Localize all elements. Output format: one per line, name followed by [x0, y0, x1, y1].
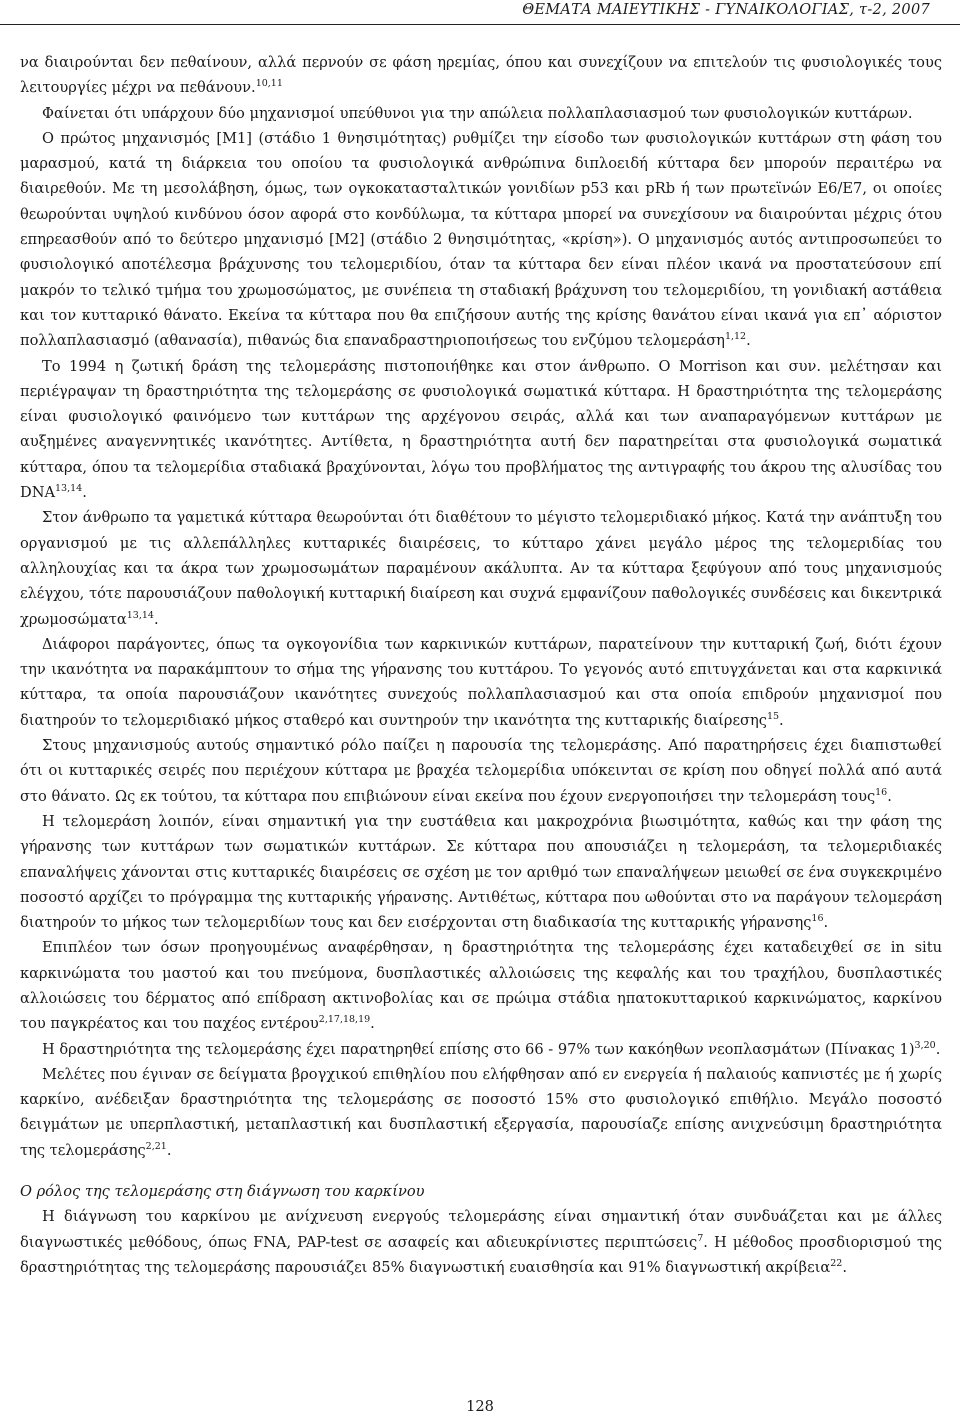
- paragraph-6: Διάφοροι παράγοντες, όπως τα ογκογονίδια των καρκινικών κυττάρων, παρατείνουν την κυτταρική ζωή, διότι έχουν την ικανότητα να παρακάμπτουν το σήμα της γήρανσης του κυττάρου. Το γεγονός αυτό επιτυγχάνεται και στα καρκινικά κύτταρα, τα οποία παρουσιάζουν ικανότητες συνεχούς πολλαπλασιασμού και στα οποία επιδρούν μηχανισμοί που διατηρούν το τελομεριδιακό μήκος σταθερό και συντηρούν την ικανότητα της κυτταρικής διαίρεσης$^{15}$.: [20, 635, 942, 729]
- paragraph-3: Ο πρώτος μηχανισμός [M1] (στάδιο 1 θνησιμότητας) ρυθμίζει την είσοδο των φυσιολογικών κυττάρων στη φάση του μαρασμού, κατά τη διάρκεια του οποίου τα φυσιολογικά ανθρώπινα διπλοειδή κύτταρα δεν μπορούν περαιτέρω να διαιρεθούν. Με τη μεσολάβηση, όμως, των ογκοκατασταλτικών γονιδίων p53 και pRb ή των πρωτεϊνών E6/E7, οι οποίες θεωρούνται υψηλού κινδύνου όσον αφορά στο κονδύλωμα, τα κύτταρα μπορεί να συνεχίσουν να διαιρούνται μέχρις ότου επηρεασθούν από το δεύτερο μηχανισμό [M2] (στάδιο 2 θνησιμότητας, «κρίση»). Ο μηχανισμός αυτός αντιπροσωπεύει το φυσιολογικό αποτέλεσμα βράχυνσης του τελομεριδίου, όταν τα κύτταρα δεν είναι πλέον ικανά να προστατεύσουν επί μακρόν το τελικό τμήμα του χρωμοσώματος, με συνέπεια τη σταδιακή βράχυνση του τελομεριδίου, τη γονιδιακή αστάθεια και τον κυτταρικό θάνατο. Εκείνα τα κύτταρα που θα επιζήσουν αυτής της κρίσης θανάτου είναι ικανά για επ᾽ αόριστον πολλαπλασιασμό (αθανασία), πιθανώς δια επαναδραστηριοποιήσεως του ενζύμου τελομεράση$^{1,12}$.: [20, 129, 942, 350]
- paragraph-text: Μελέτες που έγιναν σε δείγματα βρογχικού επιθηλίου που ελήφθησαν από εν ενεργεία ή παλαιούς καπνιστές με ή χωρίς καρκίνο, ανέδειξαν δραστηριότητα της τελομεράσης σε ποσοστό 15% στο φυσιολογικό επιθήλιο. Μεγάλο ποσοστό δειγμάτων με υπερπλαστική, μεταπλαστική και δυσπλαστική εξεργασία, παρουσίαζε επίσης ανιχνεύσιμη δραστηριότητα της τελομεράσης: [20, 1065, 942, 1159]
- paragraph-text: Η διάγνωση του καρκίνου με ανίχνευση ενεργούς τελομεράσης είναι σημαντική όταν συνδυάζεται και με άλλες διαγνωστικές μεθόδους, όπως FNA, PAP-test σε ασαφείς και αδιευκρίνιστες περιπτώσεις: [20, 1208, 942, 1251]
- section-heading: Ο ρόλος της τελομεράσης στη διάγνωση του καρκίνου: [20, 1183, 425, 1201]
- article-body: [20, 50, 942, 1280]
- citation: 2,17,18,19: [318, 1014, 371, 1026]
- section-paragraph: Η διάγνωση του καρκίνου με ανίχνευση ενεργούς τελομεράσης είναι σημαντική όταν συνδυάζεται και με άλλες διαγνωστικές μεθόδους, όπως FNA, PAP-test σε ασαφείς και αδιευκρίνιστες περιπτώσεις$^7$. Η μέθοδος προσδιορισμού της δραστηριότητας της τελομεράσης παρουσιάζει 85% διαγνωστική ευαισθησία και 91% διαγνωστική ακρίβεια$^{22}$.: [20, 1208, 942, 1276]
- paragraph-text: να διαιρούνται δεν πεθαίνουν, αλλά περνούν σε φάση ηρεμίας, όπου και συνεχίζουν να επιτελούν τις φυσιολογικές τους λειτουργίες μέχρι να πεθάνουν.: [20, 54, 942, 97]
- paragraph-10: Η δραστηριότητα της τελομεράσης έχει παρατηρηθεί επίσης στο 66 - 97% των κακόηθων νεοπλασμάτων (Πίνακας 1)$^{3,20}$.: [42, 1039, 941, 1058]
- citation: 16: [811, 913, 824, 925]
- header-rule: [0, 24, 960, 25]
- citation: 1,12: [724, 331, 747, 343]
- citation: 16: [875, 786, 888, 798]
- paragraph-2: [20, 101, 942, 126]
- paragraph-1: [20, 50, 942, 101]
- paragraph-8: Η τελομεράση λοιπόν, είναι σημαντική για την ευστάθεια και μακροχρόνια βιωσιμότητα, καθώς και την φάση της γήρανσης των κυττάρων των σωματικών κυττάρων. Σε κύτταρα που απουσιάζει η τελομεράση, τα τελομεριδιακές επαναλήψεις χάνονται στις κυτταρικές διαιρέσεις σε σχέση με τον αριθμό των επαναλήψεων μειωθεί σε ένα συγκεκριμένο ποσοστό αρχίζει το πρόγραμμα της κυτταρικής γήρανσης. Αντιθέτως, κύτταρα που ωθούνται στο να παράγουν τελομεράση διατηρούν το μήκος των τελομεριδίων τους και δεν εισέρχονται στη διαδικασία της κυτταρικής γήρανσης$^{16}$.: [20, 812, 942, 932]
- paragraph-5: Στον άνθρωπο τα γαμετικά κύτταρα θεωρούνται ότι διαθέτουν το μέγιστο τελομεριδιακό μήκος. Κατά την ανάπτυξη του οργανισμού με τις αλλεπάλληλες κυτταρικές διαιρέσεις, το κύτταρο χάνει μεγάλο μέρος της τελομεριδίας του αλληλουχίας και τα άκρα των χρωμοσωμάτων παραμένουν ακάλυπτα. Αν τα κύτταρα ξεφύγουν από τους μηχανισμούς ελέγχου, τότε παρουσιάζουν παθολογική κυτταρική διαίρεση και συχνά εμφανίζουν παθολογικές συνδέσεις και δικεντρικά χρωμοσώματα$^{13,14}$.: [20, 509, 942, 628]
- paragraph-text: Η μέθοδος προσδιορισμού της δραστηριότητας της τελομεράσης παρουσιάζει 85% διαγνωστική ευαισθησία και 91% διαγνωστική ακρίβεια: [20, 1233, 942, 1276]
- paragraph-9: Επιπλέον των όσων προηγουμένως αναφέρθησαν, η δραστηριότητα της τελομεράσης έχει καταδειχθεί σε in situ καρκινώματα του μαστού και του πνεύμονα, δυσπλαστικές αλλοιώσεις της κεφαλής και του τραχήλου, δυσπλαστικές αλλοιώσεις του δέρματος από επίδραση ακτινοβολίας και σε πρώιμα στάδια ηπατοκυτταρικού καρκινώματος, καρκίνου του παγκρέατος και του παχέος εντέρου$^{2,17,18,19}$.: [20, 939, 942, 1033]
- paragraph-text: Στους μηχανισμούς αυτούς σημαντικό ρόλο παίζει η παρουσία της τελομεράσης. Από παρατηρήσεις έχει διαπιστωθεί ότι οι κυτταρικές σειρές που περιέχουν κύτταρα με βραχέα τελομερίδια υπόκεινται σε κρίση που οδηγεί πολλά από αυτά στο θάνατο. Ως εκ τούτου, τα κύτταρα που επιβιώνουν είναι εκείνα που έχουν ενεργοποιήσει την τελομεράση τους: [20, 737, 942, 805]
- citation: 13,14: [126, 609, 154, 621]
- citation: 15: [766, 710, 780, 722]
- paragraph-7: Στους μηχανισμούς αυτούς σημαντικό ρόλο παίζει η παρουσία της τελομεράσης. Από παρατηρήσεις έχει διαπιστωθεί ότι οι κυτταρικές σειρές που περιέχουν κύτταρα με βραχέα τελομερίδια υπόκεινται σε κρίση που οδηγεί πολλά από αυτά στο θάνατο. Ως εκ τούτου, τα κύτταρα που επιβιώνουν είναι εκείνα που έχουν ενεργοποιήσει την τελομεράση τους$^{16}$.: [20, 737, 942, 805]
- paragraph-text: Η τελομεράση λοιπόν, είναι σημαντική για την ευστάθεια και μακροχρόνια βιωσιμότητα, καθώς και την φάση της γήρανσης των κυττάρων των σωματικών κυττάρων. Σε κύτταρα που απουσιάζει η τελομεράση, τα τελομεριδιακές επαναλήψεις χάνονται στις κυτταρικές διαιρέσεις σε σχέση με τον αριθμό των επαναλήψεων μειωθεί σε ένα συγκεκριμένο ποσοστό αρχίζει το πρόγραμμα της κυτταρικής γήρανσης. Αντιθέτως, κύτταρα που ωθούνται στο να παράγουν τελομεράση διατηρούν το μήκος των τελομεριδίων τους και δεν εισέρχονται στη διαδικασία της κυτταρικής γήρανσης: [20, 812, 942, 932]
- paragraph-4: Το 1994 η ζωτική δράση της τελομεράσης πιστοποιήθηκε και στον άνθρωπο. Ο Morrison και συν. μελέτησαν και περιέγραψαν τη δραστηριότητα της τελομεράσης σε φυσιολογικά σωματικά κύτταρα. Η δραστηριότητα της τελομεράσης είναι φυσιολογικό φαινόμενο των κυττάρων της αρχέγονου σειράς, αλλά και των αναπαραγόμενων κυττάρων με αυξημένες αναγεννητικές ικανότητες. Αντίθετα, η δραστηριότητα αυτή δεν παρατηρείται στα φυσιολογικά σωματικά κύτταρα, όπου τα τελομερίδια σταδιακά βραχύνονται, λόγω του προβλήματος της αντιγραφής του άκρου της αλυσίδας του DNA$^{13,14}$.: [20, 357, 942, 502]
- citation: 13,14: [55, 483, 83, 495]
- paragraph-text: Επιπλέον των όσων προηγουμένως αναφέρθησαν, η δραστηριότητα της τελομεράσης έχει καταδειχθεί σε in situ καρκινώματα του μαστού και του πνεύμονα, δυσπλαστικές αλλοιώσεις της κεφαλής και του τραχήλου, δυσπλαστικές αλλοιώσεις του δέρματος από επίδραση ακτινοβολίας και σε πρώιμα στάδια ηπατοκυτταρικού καρκινώματος, καρκίνου του παγκρέατος και του παχέος εντέρου: [20, 939, 942, 1033]
- paragraph-text: Ο πρώτος μηχανισμός [M1] (στάδιο 1 θνησιμότητας) ρυθμίζει την είσοδο των φυσιολογικών κυττάρων στη φάση του μαρασμού, κατά τη διάρκεια του οποίου τα φυσιολογικά ανθρώπινα διπλοειδή κύτταρα δεν μπορούν περαιτέρω να διαιρεθούν. Με τη μεσολάβηση, όμως, των ογκοκατασταλτικών γονιδίων p53 και pRb ή των πρωτεϊνών E6/E7, οι οποίες θεωρούνται υψηλού κινδύνου όσον αφορά στο κονδύλωμα, τα κύτταρα μπορεί να συνεχίσουν να διαιρούνται μέχρις ότου επηρεασθούν από το δεύτερο μηχανισμό [M2] (στάδιο 2 θνησιμότητας, «κρίση»). Ο μηχανισμός αυτός αντιπροσωπεύει το φυσιολογικό αποτέλεσμα βράχυνσης του τελομεριδίου, όταν τα κύτταρα δεν είναι πλέον ικανά να προστατεύσουν επί μακρόν το τελικό τμήμα του χρωμοσώματος, με συνέπεια τη σταδιακή βράχυνση του τελομεριδίου, τη γονιδιακή αστάθεια και τον κυτταρικό θάνατο. Εκείνα τα κύτταρα που θα επιζήσουν αυτής της κρίσης θανάτου είναι ικανά για επ᾽ αόριστον πολλαπλασιασμό (αθανασία), πιθανώς δια επαναδραστηριοποιήσεως του ενζύμου τελομεράση: [20, 129, 942, 350]
- citation: 10,11: [255, 78, 283, 90]
- paragraph-text: Το 1994 η ζωτική δράση της τελομεράσης πιστοποιήθηκε και στον άνθρωπο. Ο Morrison και συν. μελέτησαν και περιέγραψαν τη δραστηριότητα της τελομεράσης σε φυσιολογικά σωματικά κύτταρα. Η δραστηριότητα της τελομεράσης είναι φυσιολογικό φαινόμενο των κυττάρων της αρχέγονου σειράς, αλλά και των αναπαραγόμενων κυττάρων με αυξημένες αναγεννητικές ικανότητες. Αντίθετα, η δραστηριότητα αυτή δεν παρατηρείται στα φυσιολογικά σωματικά κύτταρα, όπου τα τελομερίδια σταδιακά βραχύνονται, λόγω του προβλήματος της αντιγραφής του άκρου της αλυσίδας του DNA: [20, 357, 942, 502]
- citation: 7: [697, 1232, 704, 1244]
- citation: 3,20: [914, 1039, 936, 1051]
- citation: 22: [830, 1257, 843, 1269]
- paragraph-text: Φαίνεται ότι υπάρχουν δύο μηχανισμοί υπεύθυνοι για την απώλεια πολλαπλασιασμού των φυσιολογικών κυττάρων.: [42, 104, 913, 122]
- page-number: 128: [466, 1398, 494, 1415]
- paragraph-text: Η δραστηριότητα της τελομεράσης έχει παρατηρηθεί επίσης στο 66 - 97% των κακόηθων νεοπλασμάτων (Πίνακας 1): [42, 1040, 915, 1058]
- paragraph-text: Διάφοροι παράγοντες, όπως τα ογκογονίδια των καρκινικών κυττάρων, παρατείνουν την κυτταρική ζωή, διότι έχουν την ικανότητα να παρακάμπτουν το σήμα της γήρανσης του κυττάρου. Το γεγονός αυτό επιτυγχάνεται και στα καρκινικά κύτταρα, τα οποία παρουσιάζουν ικανότητες συνεχούς πολλαπλασιασμού και στα οποία επιδρούν μηχανισμοί που διατηρούν το τελομεριδιακό μήκος σταθερό και συντηρούν την ικανότητα της κυτταρικής διαίρεσης: [20, 635, 942, 729]
- citation: 2,21: [145, 1140, 167, 1152]
- paragraph-11: Μελέτες που έγιναν σε δείγματα βρογχικού επιθηλίου που ελήφθησαν από εν ενεργεία ή παλαιούς καπνιστές με ή χωρίς καρκίνο, ανέδειξαν δραστηριότητα της τελομεράσης σε ποσοστό 15% στο φυσιολογικό επιθήλιο. Μεγάλο ποσοστό δειγμάτων με υπερπλαστική, μεταπλαστική και δυσπλαστική εξεργασία, παρουσίαζε επίσης ανιχνεύσιμη δραστηριότητα της τελομεράσης$^{2,21}$.: [20, 1065, 942, 1159]
- paragraph-text: Στον άνθρωπο τα γαμετικά κύτταρα θεωρούνται ότι διαθέτουν το μέγιστο τελομεριδιακό μήκος. Κατά την ανάπτυξη του οργανισμού με τις αλλεπάλληλες κυτταρικές διαιρέσεις, το κύτταρο χάνει μεγάλο μέρος της τελομεριδίας του αλληλουχίας και τα άκρα των χρωμοσωμάτων παραμένουν ακάλυπτα. Αν τα κύτταρα ξεφύγουν από τους μηχανισμούς ελέγχου, τότε παρουσιάζουν παθολογική κυτταρική διαίρεση και συχνά εμφανίζουν παθολογικές συνδέσεις και δικεντρικά χρωμοσώματα: [20, 509, 942, 628]
- running-header: ΘΕΜΑΤΑ ΜΑΙΕΥΤΙΚΗΣ - ΓΥΝΑΙΚΟΛΟΓΙΑΣ, τ-2, 2007: [522, 2, 930, 18]
